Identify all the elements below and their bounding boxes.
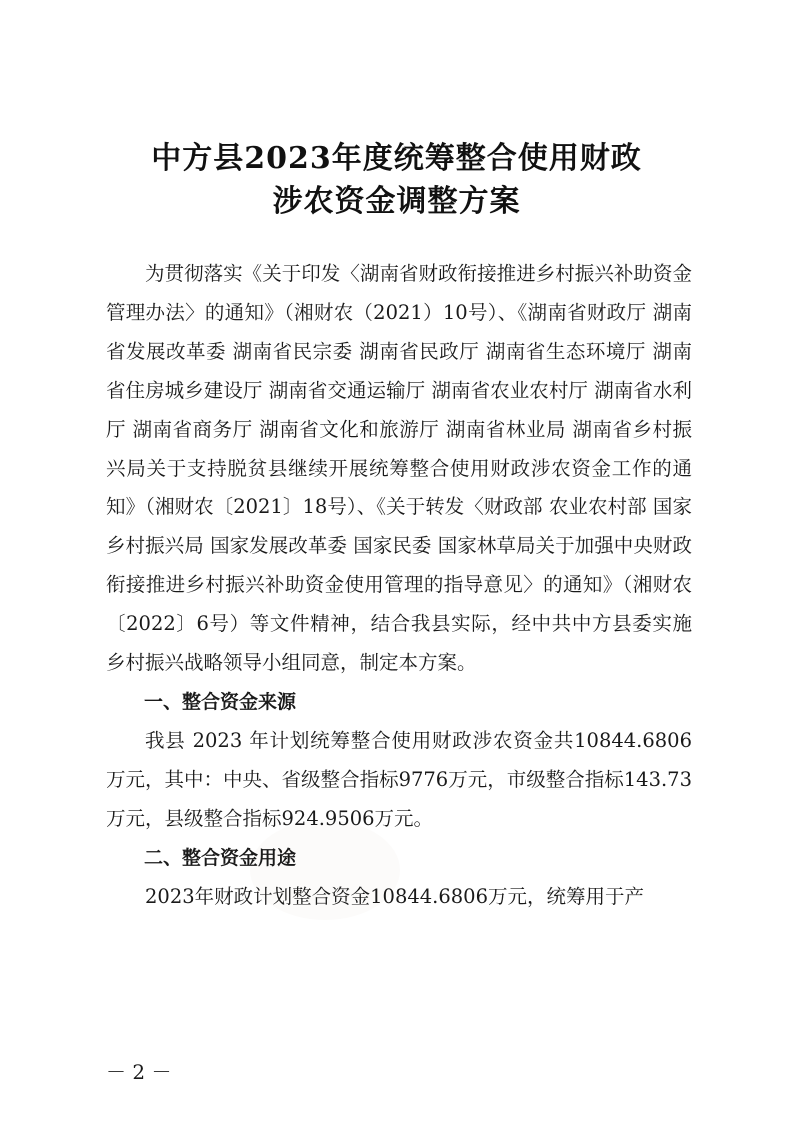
intro-paragraph: 为贯彻落实《关于印发〈湖南省财政衔接推进乡村振兴补助资金管理办法〉的通知》（湘财农（2021）10号）、《湖南省财政厅 湖南省发展改革委 湖南省民宗委 湖南省民政厅 湖南省生态环境厅 湖南省住房城乡建设厅 湖南省交通运输厅 湖南省农业农村厅 湖南省水利厅 湖南省商务厅 湖南省文化和旅游厅 湖南省林业局 湖南省乡村振兴局关于支持脱贫县继续开展统筹整合使用财政涉农资金工作的通知》（湘财农〔2021〕18号）、《关于转发〈财政部 农业农村部 国家乡村振兴局 国家发展改革委 国家民委 国家林草局关于加强中央财政衔接推进乡村振兴补助资金使用管理的指导意见〉的通知》（湘财农〔2022〕6号）等文件精神，结合我县实际，经中共中方县委实施乡村振兴战略领导小组同意，制定本方案。 xyxy=(106,262,692,675)
section-heading-1: 一、整合资金来源 xyxy=(144,690,297,713)
funding-use-paragraph: 2023年财政计划整合资金10844.6806万元，统筹用于产 xyxy=(145,884,644,908)
funding-source-paragraph: 我县 2023 年计划统筹整合使用财政涉农资金共10844.6806万元，其中：中央、省级整合指标9776万元，市级整合指标143.73万元，县级整合指标924.9506万元。 xyxy=(106,728,692,830)
section-heading-2: 二、整合资金用途 xyxy=(144,846,297,869)
document-body xyxy=(106,255,692,916)
document-title-line-1: 中方县2023年度统筹整合使用财政 xyxy=(151,141,642,176)
page-number: － 2 － xyxy=(106,1060,172,1084)
document-title-line-2: 涉农资金调整方案 xyxy=(272,184,521,219)
